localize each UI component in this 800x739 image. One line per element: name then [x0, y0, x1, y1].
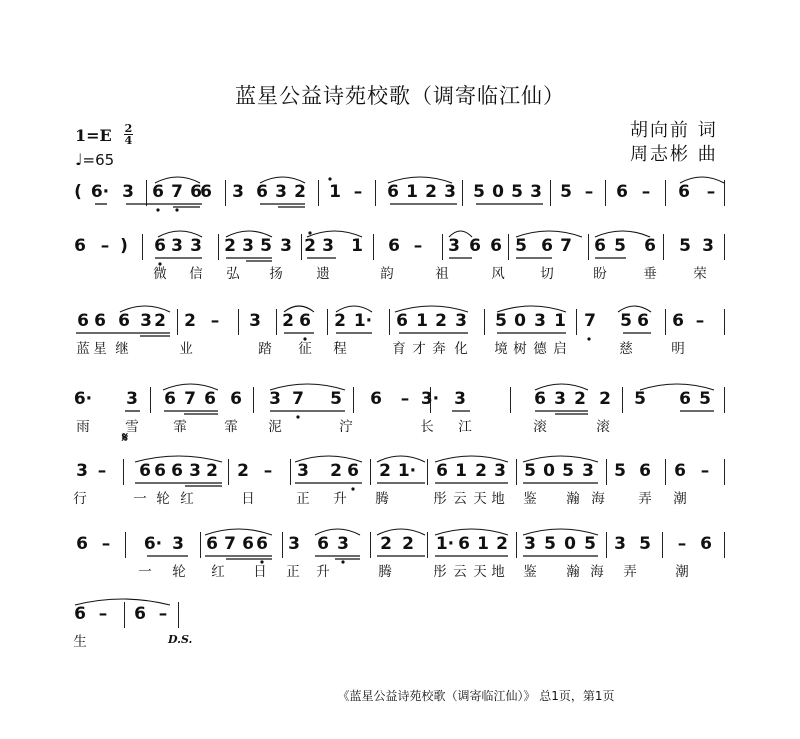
note: 3: [269, 389, 281, 409]
note: 3: [448, 236, 460, 256]
lyric-syllable: 弘: [226, 266, 240, 282]
note: 1: [406, 182, 418, 202]
note: 3: [232, 182, 244, 202]
note: ): [120, 236, 128, 256]
note: –: [584, 182, 594, 202]
lyric-syllable: 奔: [432, 341, 446, 357]
note: 6: [469, 236, 481, 256]
note: 0: [514, 311, 526, 331]
high-octave-dot: [328, 177, 331, 180]
lyric-syllable: 长: [420, 419, 434, 435]
lyric-syllable: 海: [590, 564, 604, 580]
note: 3: [534, 311, 546, 331]
note: 2: [380, 534, 392, 554]
note: 3: [249, 311, 261, 331]
low-octave-dot: [175, 208, 178, 211]
note: 5: [495, 311, 507, 331]
note: 6: [678, 182, 690, 202]
note: 6: [154, 236, 166, 256]
note: –: [677, 534, 687, 554]
note: 6: [76, 534, 88, 554]
tempo-marking: [75, 150, 114, 169]
note: 3: [242, 236, 254, 256]
note: –: [100, 236, 110, 256]
note: 3: [122, 182, 134, 202]
slur: [595, 231, 650, 237]
lyric-syllable: 日: [253, 564, 267, 580]
note: 3: [288, 534, 300, 554]
lyric-syllable: 瀚: [566, 491, 580, 507]
slur: [158, 231, 202, 237]
note: 3: [275, 182, 287, 202]
note: 2: [496, 534, 508, 554]
page-footer: 《蓝星公益诗苑校歌（调寄临江仙）》 总1页，第1页: [337, 689, 615, 703]
note: 3: [455, 311, 467, 331]
note: 6: [674, 461, 686, 481]
slur: [640, 384, 714, 390]
lyric-syllable: 江: [458, 419, 472, 435]
lyric-syllable: 弄: [638, 491, 652, 507]
low-octave-dot: [587, 337, 590, 340]
note: 3: [280, 236, 292, 256]
note: 2: [425, 182, 437, 202]
high-octave-dot: [308, 231, 311, 234]
slur: [535, 384, 588, 390]
note: 7: [184, 389, 196, 409]
low-octave-dot: [296, 415, 299, 418]
note: 6: [672, 311, 684, 331]
note: 3·: [420, 389, 440, 409]
lyric-syllable: 地: [491, 564, 505, 580]
note: 5: [560, 182, 572, 202]
note: 6: [388, 236, 400, 256]
note: 6: [139, 461, 151, 481]
note: 6: [154, 461, 166, 481]
note: 6: [206, 534, 218, 554]
note: 7: [560, 236, 572, 256]
lyric-syllable: 明: [671, 341, 685, 357]
note: 2: [294, 182, 306, 202]
note: 2: [330, 461, 342, 481]
note: 5: [524, 461, 536, 481]
note: 3: [494, 461, 506, 481]
time-signature-bottom: 4: [124, 134, 133, 147]
note: 2: [334, 311, 346, 331]
lyric-syllable: 红: [180, 491, 194, 507]
note: 6·: [143, 534, 163, 554]
note: 2: [475, 461, 487, 481]
slur: [284, 306, 314, 312]
slur: [295, 456, 362, 462]
lyric-syllable: 海: [591, 491, 605, 507]
note: 1: [351, 236, 363, 256]
note: 6: [152, 182, 164, 202]
note: 2: [184, 311, 196, 331]
note: –: [695, 311, 705, 331]
lyric-syllable: 树: [513, 341, 527, 357]
low-octave-dot: [303, 337, 306, 340]
note: 6·: [73, 389, 93, 409]
tempo-value: =65: [82, 151, 115, 169]
lyric-syllable: 垂: [643, 266, 657, 282]
notation-marks: [0, 305, 800, 395]
note: 6: [396, 311, 408, 331]
lyric-syllable: 切: [540, 266, 554, 282]
note: –: [158, 604, 168, 624]
note: 6: [299, 311, 311, 331]
lyric-syllable: 征: [298, 341, 312, 357]
note: 6: [637, 311, 649, 331]
note: 3: [190, 236, 202, 256]
slur: [336, 306, 372, 312]
slur: [435, 456, 508, 462]
note: –: [98, 604, 108, 624]
time-signature: [124, 123, 133, 146]
lyric-syllable: 滚: [533, 419, 547, 435]
note: –: [210, 311, 220, 331]
note: 6: [370, 389, 382, 409]
note: 6: [230, 389, 242, 409]
lyric-syllable: 程: [333, 341, 347, 357]
note: 2: [599, 389, 611, 409]
slur: [523, 529, 598, 535]
note: 6: [317, 534, 329, 554]
note: 6: [387, 182, 399, 202]
lyric-syllable: 潮: [675, 564, 689, 580]
note: –: [263, 461, 273, 481]
note: 6: [436, 461, 448, 481]
slur: [155, 177, 200, 183]
lyric-syllable: 雨: [76, 419, 90, 435]
time-signature-top: 2: [124, 122, 133, 135]
note: –: [413, 236, 423, 256]
lyric-syllable: 日: [241, 491, 255, 507]
lyric-syllable: 风: [491, 266, 505, 282]
note: 6: [77, 311, 89, 331]
lyric-syllable: 德: [533, 341, 547, 357]
lyric-syllable: 正: [286, 564, 300, 580]
lyric-syllable: 荣: [693, 266, 707, 282]
lyric-syllable: 腾: [378, 564, 392, 580]
note: –: [641, 182, 651, 202]
note: 3: [189, 461, 201, 481]
note: 6: [594, 236, 606, 256]
note: 2: [435, 311, 447, 331]
note: 3: [76, 461, 88, 481]
note: 5: [614, 236, 626, 256]
note: 3: [297, 461, 309, 481]
lyric-syllable: 行: [73, 491, 87, 507]
note: 6: [204, 389, 216, 409]
slur: [75, 599, 170, 605]
note: –: [706, 182, 716, 202]
lyric-syllable: 盼: [593, 266, 607, 282]
note: 3: [322, 236, 334, 256]
note: 6: [242, 534, 254, 554]
note: 2: [224, 236, 236, 256]
note: 2: [206, 461, 218, 481]
note: 3: [702, 236, 714, 256]
note: 6: [679, 389, 691, 409]
note: 6: [541, 236, 553, 256]
note: 6·: [90, 182, 110, 202]
lyricist-credit: 胡向前 词: [630, 120, 718, 141]
lyric-syllable: 微: [153, 266, 167, 282]
slur: [260, 177, 305, 183]
lyric-syllable: 彤: [433, 564, 447, 580]
slur: [377, 529, 425, 535]
note: 6: [74, 604, 86, 624]
lyric-syllable: 弄: [623, 564, 637, 580]
note: 6: [200, 182, 212, 202]
note: 1: [329, 182, 341, 202]
slur: [135, 456, 222, 462]
lyric-syllable: 天: [473, 491, 487, 507]
lyric-syllable: 腾: [375, 491, 389, 507]
slur: [307, 231, 362, 237]
note: 3: [454, 389, 466, 409]
note: 6: [639, 461, 651, 481]
note: 6: [458, 534, 470, 554]
quarter-note-icon: ♩: [75, 150, 83, 169]
note: –: [353, 182, 363, 202]
lyric-syllable: 雪: [125, 419, 139, 435]
lyric-syllable: 瀚: [566, 564, 580, 580]
note: 6: [644, 236, 656, 256]
note: (: [74, 182, 82, 202]
lyric-syllable: 境: [494, 341, 508, 357]
slur: [226, 231, 272, 237]
note: 7: [171, 182, 183, 202]
slur: [680, 177, 724, 183]
note: 6: [700, 534, 712, 554]
lyric-syllable: 祖: [435, 266, 449, 282]
low-octave-dot: [158, 262, 161, 265]
note: 2: [379, 461, 391, 481]
note: 6: [490, 236, 502, 256]
lyric-syllable: 业: [179, 341, 193, 357]
note: 5: [473, 182, 485, 202]
note: 5: [620, 311, 632, 331]
low-octave-dot: [341, 560, 344, 563]
note: 7: [292, 389, 304, 409]
lyric-syllable: 韵: [380, 266, 394, 282]
note: 6: [256, 182, 268, 202]
note: 2: [402, 534, 414, 554]
note: 1·: [353, 311, 373, 331]
low-octave-dot: [260, 560, 263, 563]
note: 0: [492, 182, 504, 202]
lyric-syllable: 继: [115, 341, 129, 357]
lyric-syllable: 启: [553, 341, 567, 357]
slur: [618, 306, 651, 312]
note: 3: [530, 182, 542, 202]
note: 1·: [397, 461, 417, 481]
ds-mark: D.S.: [168, 633, 193, 646]
note: 5: [699, 389, 711, 409]
lyric-syllable: 云: [453, 491, 467, 507]
note: 3: [582, 461, 594, 481]
note: 3: [554, 389, 566, 409]
note: 2: [574, 389, 586, 409]
note: 1: [416, 311, 428, 331]
note: 1: [455, 461, 467, 481]
lyric-syllable: 天: [473, 564, 487, 580]
note: –: [700, 461, 710, 481]
segno-icon: 𝄋: [122, 430, 129, 446]
note: –: [97, 461, 107, 481]
note: 5: [515, 236, 527, 256]
note: 6: [118, 311, 130, 331]
lyric-syllable: 一: [138, 564, 152, 580]
slur: [449, 231, 472, 237]
lyric-syllable: 滚: [596, 419, 610, 435]
note: 2: [237, 461, 249, 481]
note: 1: [554, 311, 566, 331]
note: 7: [224, 534, 236, 554]
score-row: [0, 598, 800, 688]
note: 3: [524, 534, 536, 554]
note: 6: [616, 182, 628, 202]
note: 5: [614, 461, 626, 481]
slur: [388, 177, 452, 183]
lyric-syllable: 才: [412, 341, 426, 357]
note: 1·: [435, 534, 455, 554]
lyric-syllable: 育: [392, 341, 406, 357]
lyric-syllable: 升: [333, 491, 347, 507]
note: 0: [564, 534, 576, 554]
lyric-syllable: 升: [316, 564, 330, 580]
lyric-syllable: 踏: [258, 341, 272, 357]
slur: [395, 306, 468, 312]
note: 2: [154, 311, 166, 331]
note: 5: [562, 461, 574, 481]
note: 6: [347, 461, 359, 481]
note: 6: [74, 236, 86, 256]
note: 5: [330, 389, 342, 409]
note: 5: [634, 389, 646, 409]
lyric-syllable: 轮: [172, 564, 186, 580]
song-title: 蓝星公益诗苑校歌（调寄临江仙）: [235, 84, 565, 108]
lyric-syllable: 正: [296, 491, 310, 507]
lyric-syllable: 潮: [673, 491, 687, 507]
note: 3: [444, 182, 456, 202]
slur: [497, 306, 566, 312]
note: 3: [140, 311, 152, 331]
note: 6: [134, 604, 146, 624]
note: 3: [614, 534, 626, 554]
note: 5: [679, 236, 691, 256]
note: 5: [511, 182, 523, 202]
note: 2: [304, 236, 316, 256]
low-octave-dot: [351, 487, 354, 490]
note: 6: [164, 389, 176, 409]
lyric-syllable: 霏: [224, 419, 238, 435]
lyric-syllable: 鉴: [523, 564, 537, 580]
lyric-syllable: 泞: [339, 419, 353, 435]
composer-credit: 周志彬 曲: [630, 144, 718, 165]
lyric-syllable: 一: [133, 491, 147, 507]
note: 6: [94, 311, 106, 331]
note: 6: [534, 389, 546, 409]
lyric-syllable: 鉴: [523, 491, 537, 507]
slur: [120, 306, 170, 312]
lyric-syllable: 轮: [156, 491, 170, 507]
lyric-syllable: 蓝: [76, 341, 90, 357]
notation-marks: [0, 598, 800, 688]
note: 0: [543, 461, 555, 481]
slur: [435, 529, 508, 535]
lyric-syllable: 生: [73, 634, 87, 650]
note: 3: [171, 236, 183, 256]
slur: [523, 456, 598, 462]
slur: [205, 529, 272, 535]
note: 3: [126, 389, 138, 409]
score-row: [0, 305, 800, 395]
low-octave-dot: [156, 208, 159, 211]
note: 2: [282, 311, 294, 331]
note: 3: [337, 534, 349, 554]
note: –: [400, 389, 410, 409]
note: 1: [477, 534, 489, 554]
lyric-syllable: 慈: [619, 341, 633, 357]
note: 6: [190, 182, 202, 202]
lyric-syllable: 遗: [316, 266, 330, 282]
lyric-syllable: 霏: [173, 419, 187, 435]
note: 6: [256, 534, 268, 554]
lyric-syllable: 云: [453, 564, 467, 580]
note: 5: [584, 534, 596, 554]
lyric-syllable: 星: [93, 341, 107, 357]
slur: [163, 384, 218, 390]
lyric-syllable: 信: [189, 266, 203, 282]
lyric-syllable: 扬: [269, 266, 283, 282]
note: 5: [260, 236, 272, 256]
lyric-syllable: 地: [491, 491, 505, 507]
note: 6: [171, 461, 183, 481]
note: 5: [544, 534, 556, 554]
note: 3: [172, 534, 184, 554]
note: 7: [584, 311, 596, 331]
lyric-syllable: 化: [454, 341, 468, 357]
slur: [377, 456, 425, 462]
note: 5: [639, 534, 651, 554]
lyric-syllable: 泥: [268, 419, 282, 435]
slur: [270, 384, 345, 390]
lyric-syllable: 红: [211, 564, 225, 580]
slur: [516, 231, 582, 237]
note: –: [101, 534, 111, 554]
lyric-syllable: 彤: [433, 491, 447, 507]
slur: [315, 529, 360, 535]
key-signature: 1=E: [75, 126, 112, 145]
